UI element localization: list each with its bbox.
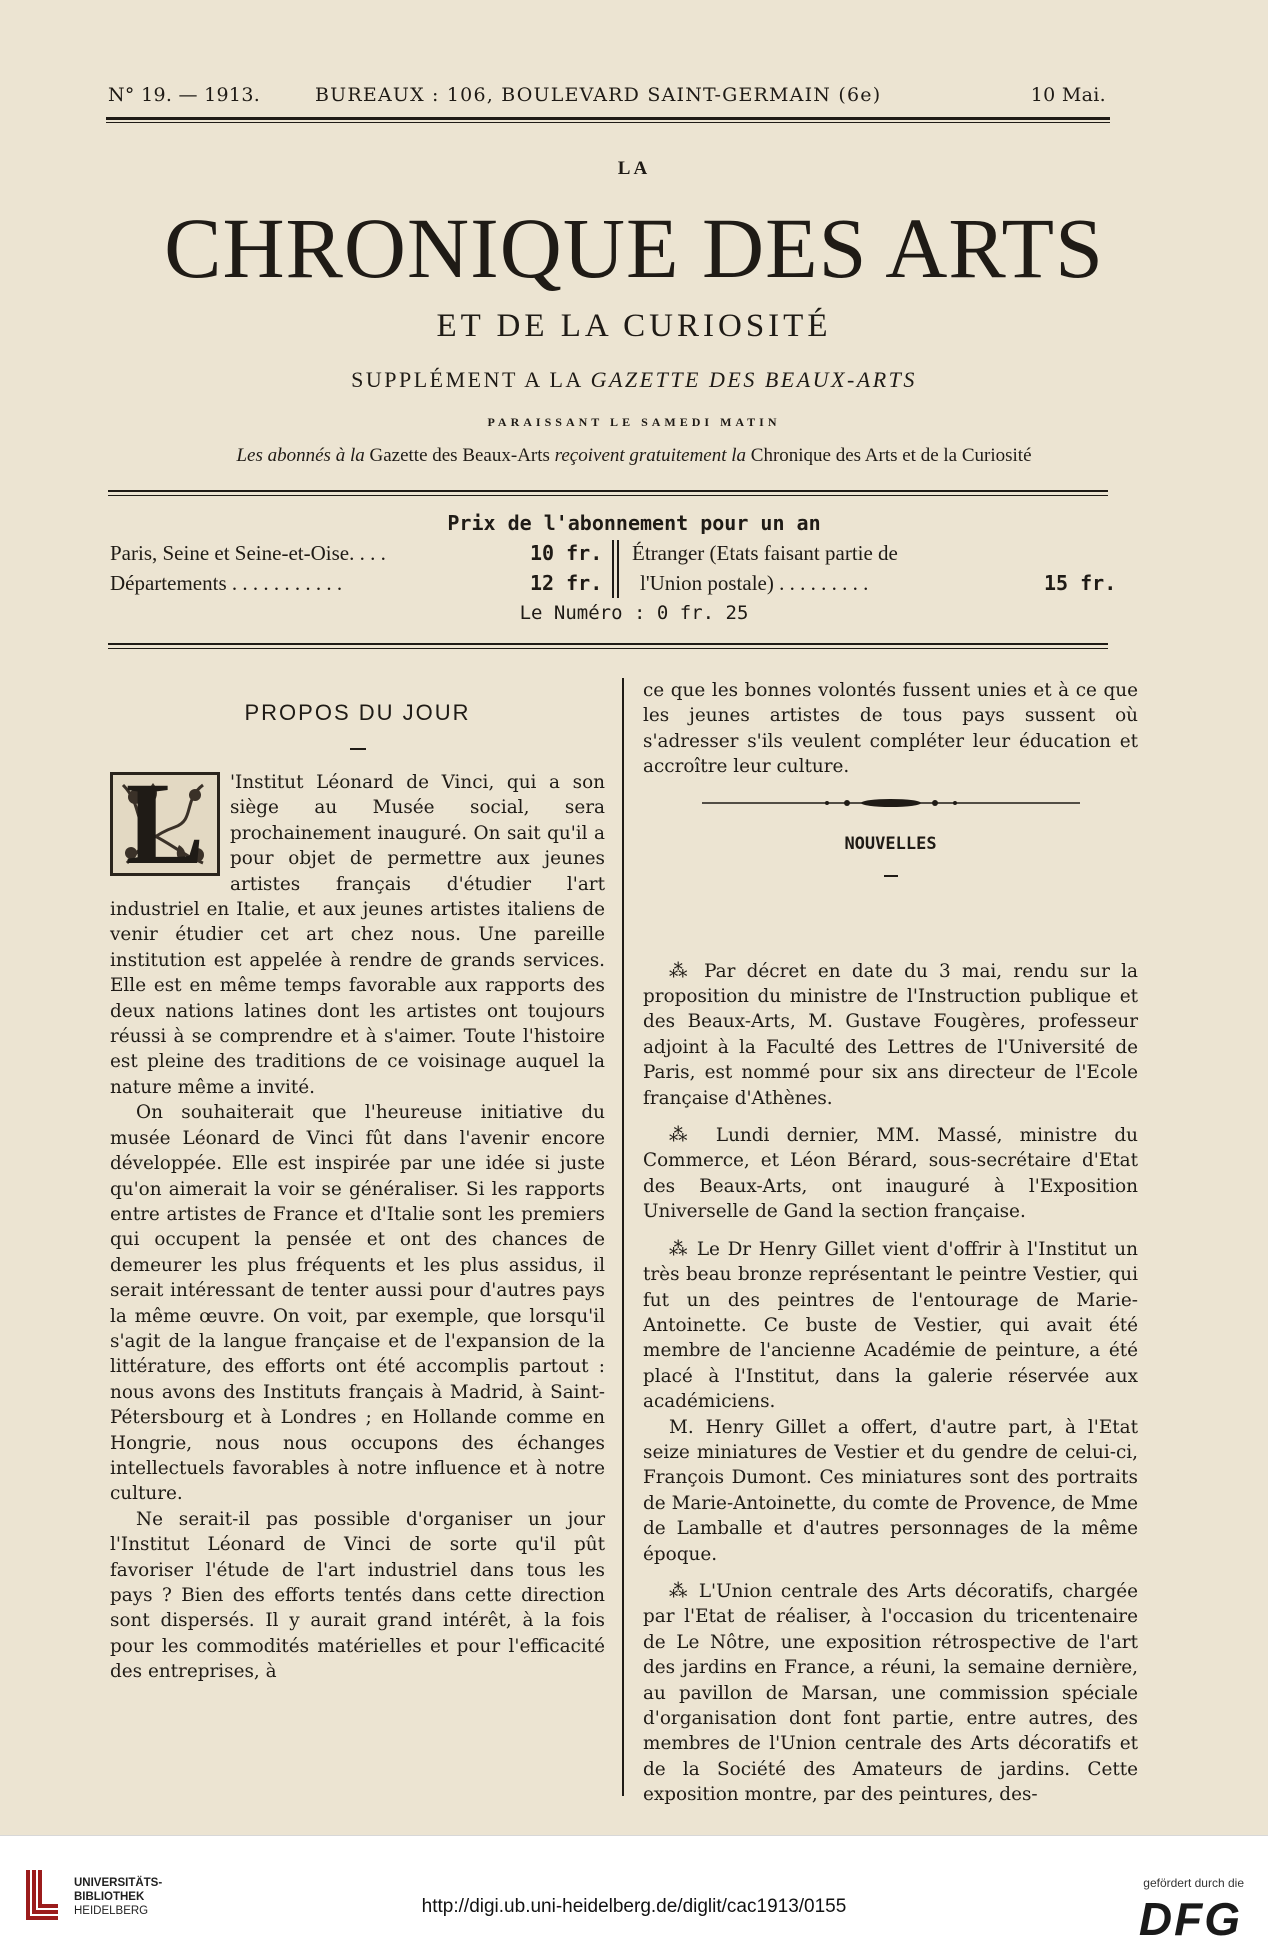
- sub-paris-price: 10 fr.: [530, 541, 603, 565]
- nouvelle-4: M. Henry Gillet a offert, d'autre part, à l'Etat seize miniatures de Vestier et du gendre de celui-ci, François Dumont. Ces miniatures sont des portraits de Marie-Antoinette, du comte de Provence, de Mme de Lamballe et d'autres personnages de la même époque.: [643, 1416, 1138, 1565]
- sub-rule-thick: [108, 643, 1108, 645]
- sub-etranger-price: 15 fr.: [1044, 571, 1117, 595]
- page-header: [108, 84, 1108, 114]
- masthead-rule-thick: [108, 490, 1108, 492]
- subscription-title: Prix de l'abonnement pour un an: [447, 511, 821, 535]
- propos-dash: [350, 748, 366, 750]
- ub-line-1: UNIVERSITÄTS-: [74, 1877, 163, 1889]
- nouvelle-2: ⁂ Lundi dernier, MM. Massé, ministre du Commerce, et Léon Bérard, sous-secrétaire d'Etat des Beaux-Arts, ont inauguré à l'Exposition Universelle de Gand la section française.: [643, 1125, 1138, 1223]
- ub-line-3: HEIDELBERG: [74, 1905, 149, 1917]
- ub-line-2: BIBLIOTHEK: [74, 1891, 145, 1903]
- sub-paris-label: Paris, Seine et Seine-et-Oise. . . .: [110, 541, 386, 565]
- sub-etranger-label-2: l'Union postale) . . . . . . . . .: [640, 571, 869, 595]
- nouvelle-3: ⁂ Le Dr Henry Gillet vient d'offrir à l'Institut un très beau bronze représentant le peintre Vestier, qui fut un des peintres de l'entourage de Marie-Antoinette. Ce buste de Vestier, qui avait été membre de l'ancienne Académie de peinture, a été placé à l'Institut, dans la galerie réservée aux académiciens.: [643, 1238, 1138, 1413]
- drop-initial-letter: L: [125, 758, 205, 889]
- propos-paragraph-2: On souhaiterait que l'heureuse initiative du musée Léonard de Vinci fût dans l'avenir encore développée. Elle est inspirée par une idée si juste qu'on aimerait la voir se généraliser. Si les rapports entre artistes de France et d'Italie sont les premiers qui occupent la pensée et ont des chances de demeurer les plus fréquents et les plus assidus, il serait intéressant de tenter aussi pour d'autres pays la même œuvre. On voit, par exemple, que lorsqu'il s'agit de la langue française et de l'expansion de la littérature, des efforts ont été accomplis partout : nous avons des Instituts français à Madrid, à Saint-Pétersbourg et à Londres ; en Hollande comme en Hongrie, nous nous occupons des échanges intellectuels favorables à notre influence et à notre culture.: [110, 1102, 605, 1505]
- bureaux-address: BUREAUX : 106, BOULEVARD SAINT-GERMAIN (6e): [315, 84, 882, 106]
- supplement-prefix: SUPPLÉMENT A LA: [351, 367, 583, 392]
- supplement-gazette: GAZETTE DES BEAUX-ARTS: [590, 367, 917, 392]
- sub-dept-label: Départements . . . . . . . . . . .: [110, 571, 343, 595]
- abonnes-part-1: Les abonnés à la: [236, 445, 365, 466]
- propos-article: [110, 770, 605, 1685]
- abonnes-part-4: Chronique des Arts et de la Curiosité: [750, 445, 1032, 466]
- header-rule-thin: [106, 122, 1110, 123]
- divider-ornament-icon: [702, 796, 1080, 810]
- drop-initial: [110, 758, 220, 889]
- masthead-abonnes: [0, 445, 1268, 467]
- abonnes-part-3: reçoivent gratuitement la: [554, 445, 747, 466]
- masthead-supplement: [0, 367, 1268, 393]
- right-continuation: ce que les bonnes volontés fussent unies et à ce que les jeunes artistes de tous pays sussent où s'adresser s'ils veulent compléter leur éducation et accroître leur culture.: [643, 680, 1138, 778]
- digitization-footer: [0, 1835, 1268, 1950]
- propos-paragraph-1: 'Institut Léonard de Vinci, qui a son siège au Musée social, sera prochainement inauguré. On sait qu'il a pour objet de permettre aux jeunes artistes français d'étudier l'art industriel en Italie, et aux jeunes artistes italiens de venir étudier cet art chez nous. Une pareille institution est appelée à rendre de grands services. Elle est en même temps favorable aux rapports des deux nations latines dont les artistes ont toujours réussi à se comprendre et à s'aimer. Toute l'histoire est pleine des traditions de ce voisinage auquel la nature même a invité.: [110, 772, 605, 1098]
- issue-number: N° 19. — 1913.: [108, 84, 261, 106]
- nouvelles-dash: [884, 875, 898, 877]
- source-url-link[interactable]: http://digi.ub.uni-heidelberg.de/diglit/cac1913/0155: [421, 1896, 847, 1917]
- sub-divider-a: [612, 540, 614, 598]
- sub-rule-thin: [108, 648, 1108, 649]
- masthead-subtitle: ET DE LA CURIOSITÉ: [436, 308, 832, 344]
- nouvelles-heading: NOUVELLES: [844, 834, 937, 854]
- propos-paragraph-3: Ne serait-il pas possible d'organiser un jour l'Institut Léonard de Vinci de sorte qu'il pût favoriser l'étude de l'art industriel dans tous les pays ? Bien des efforts tentés dans cette direction sont dispersés. Il y aurait grand intérêt, à la fois pour les commodités matérielles et pour l'efficacité des entreprises, à: [110, 1508, 605, 1683]
- dfg-logo: DFG: [1138, 1893, 1242, 1945]
- column-separator: [622, 678, 624, 1796]
- nouvelle-1: ⁂ Par décret en date du 3 mai, rendu sur la proposition du ministre de l'Instruction publique et des Beaux-Arts, M. Gustave Fougères, professeur adjoint à la Faculté des Lettres de l'Université de Paris, est nommé pour six ans directeur de l'Ecole française d'Athènes.: [643, 960, 1138, 1109]
- propos-heading: PROPOS DU JOUR: [244, 700, 471, 725]
- header-rule-thick: [106, 117, 1110, 120]
- masthead-paraissant: PARAISSANT LE SAMEDI MATIN: [487, 415, 781, 429]
- funding-note: gefördert durch die: [1143, 1876, 1244, 1890]
- masthead-rule-thin: [108, 495, 1108, 496]
- nouvelle-5: ⁂ L'Union centrale des Arts décoratifs, chargée par l'Etat de réaliser, à l'occasion du tricentenaire de Le Nôtre, une exposition rétrospective de l'art des jardins en France, a réuni, la semaine dernière, au pavillon de Marsan, une commission spéciale d'organisation dont font partie, entre autres, des membres de l'Union centrale des Arts décoratifs et de la Société des Amateurs de jardins. Cette exposition montre, par des peintures, des-: [643, 1580, 1138, 1806]
- masthead-title: CHRONIQUE DES ARTS: [164, 200, 1104, 296]
- sub-divider-b: [617, 540, 619, 598]
- masthead-article: LA: [617, 158, 651, 179]
- issue-date: 10 Mai.: [1030, 84, 1106, 106]
- sub-numero-price: Le Numéro : 0 fr. 25: [519, 602, 749, 624]
- sub-dept-price: 12 fr.: [530, 571, 603, 595]
- abonnes-part-2: Gazette des Beaux-Arts: [369, 445, 550, 466]
- sub-etranger-label-1: Étranger (Etats faisant partie de: [632, 541, 898, 565]
